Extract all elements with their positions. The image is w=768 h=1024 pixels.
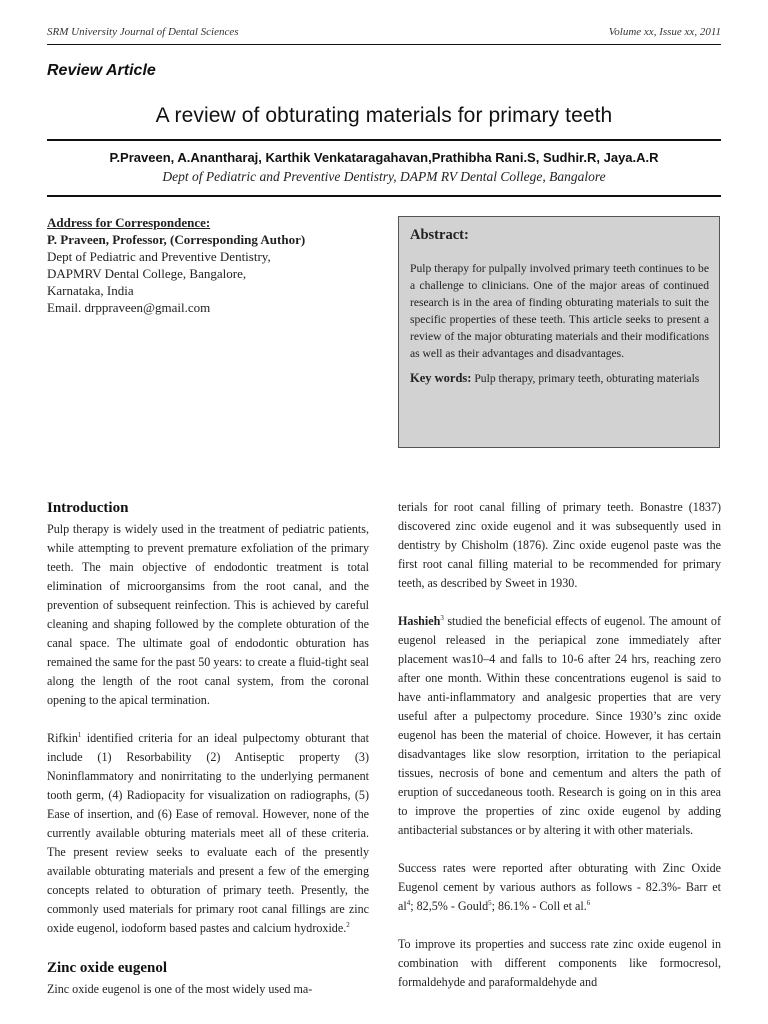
citation-ref: 1	[77, 730, 82, 739]
success-rates-paragraph	[398, 859, 721, 916]
zinc-oxide-eugenol-heading: Zinc oxide eugenol	[47, 960, 168, 976]
criteria-paragraph	[47, 729, 369, 938]
citation-ref: 2	[346, 920, 350, 929]
citation-ref: 4	[406, 898, 411, 907]
eugenol-effects-paragraph	[398, 612, 721, 840]
journal-name: SRM University Journal of Dental Sciences	[47, 26, 239, 38]
header-divider	[47, 44, 721, 45]
author-affiliation: Dept of Pediatric and Preventive Dentistry, DAPM RV Dental College, Bangalore	[162, 169, 606, 184]
criteria-text: identified criteria for an ideal pulpectomy obturant that include (1) Resorbability (2) Antiseptic property (3) Noninflammatory and nonirritating to the underlying permanent tooth germ, (4) Radiopacity for visualization on radiographs, (5) Ease of insertion, and (6) Ease of removal. However, none of the currently available obturing materials meet all of these criteria. The present review seeks to evaluate each of the presently available obturating materials and present a few of the emerging concepts related to obturation of primary teeth. Presently, the commonly used materials for primary root canal fillings are zinc oxide eugenol, iodoform based pastes and calcium hydroxide.	[47, 731, 369, 935]
success-rates-text: ; 86.1% - Coll et al.	[491, 899, 587, 913]
affiliation-divider	[47, 195, 721, 197]
address-line: Dept of Pediatric and Preventive Dentistry,	[47, 249, 271, 264]
intro-paragraph: Pulp therapy is widely used in the treatment of pediatric patients, while attempting to prevent premature exfoliation of the primary teeth. The main objective of endodontic treatment is total elimination of microorgansims from the root canal, and the prevention of subsequent reinfection. This is achieved by careful cleaning and shaping followed by the complete obturation of the canal space. The ultimate goal of endodontic obturation has remained the same for the past 50 years: to create a fluid-tight seal along the length of the root canal system, from the coronal opening to the apical termination.	[47, 522, 369, 707]
address-line: Karnataka, India	[47, 283, 134, 298]
eugenol-effects-text: studied the beneficial effects of eugenol. The amount of eugenol released in the periapical zone immediately after placement was10–4 and falls to 10-6 after 24 hrs, reaching zero after one month. Within these concentrations eugenol is said to have anti-inflammatory and analgesic properties that are very useful after a pulpectomy procedure. Since 1930’s zinc oxide eugenol has been the material of choice. However, it has certain disadvantages like slow resorption, irritation to the periapical tissues, necrosis of bone and cementum and alters the path of eruption of succedaneous tooth. Research is going on in this area to improve the properties of zinc oxide eugenol by adding antibacterial substances or by altering it with other materials.	[398, 614, 721, 837]
abstract-text: Pulp therapy for pulpally involved primary teeth continues to be a challenge to clinicians. One of the major areas of continued research is in the area of finding obturating materials to suit the specific properties of these teeth. This article seeks to present a review of the major obturating materials and their modifications as well as their advantages and disadvantages.	[410, 262, 709, 360]
abstract-box	[398, 216, 720, 448]
abstract-heading: Abstract:	[410, 227, 469, 243]
left-column	[47, 497, 369, 1005]
correspondence-heading: Address for Correspondence:	[47, 215, 211, 230]
introduction-heading: Introduction	[47, 500, 129, 516]
zoe-history-paragraph: terials for root canal filling of primary teeth. Bonastre (1837) discovered zinc oxide eugenol and it was subsequently used in dentistry by Chisholm (1876). Zinc oxide eugenol paste was the first root canal filling material to be recommended for primary teeth, as described by Sweet in 1930.	[398, 500, 721, 590]
citation-ref: 3	[440, 613, 444, 622]
title-divider	[47, 139, 721, 141]
article-type-label: Review Article	[47, 62, 156, 79]
correspondence-block	[47, 214, 377, 316]
corresponding-author: P. Praveen, Professor, (Corresponding Author)	[47, 232, 306, 247]
right-column	[398, 498, 721, 998]
author-hashieh: Hashieh	[398, 614, 441, 628]
article-title: A review of obturating materials for primary teeth	[155, 104, 613, 127]
zoe-paragraph-start: Zinc oxide eugenol is one of the most widely used ma-	[47, 982, 313, 996]
keywords-text: Pulp therapy, primary teeth, obturating materials	[474, 372, 700, 385]
keywords	[410, 370, 709, 387]
author-rifkin: Rifkin	[47, 731, 78, 745]
address-line: DAPMRV Dental College, Bangalore,	[47, 266, 247, 281]
keywords-label: Key words:	[410, 371, 472, 385]
volume-issue: Volume xx, Issue xx, 2011	[608, 26, 721, 38]
running-head	[47, 26, 721, 42]
email-line: Email. drppraveen@gmail.com	[47, 300, 211, 315]
citation-ref: 6	[586, 898, 591, 907]
success-rates-text: Success rates were reported after obturating with Zinc Oxide Eugenol cement by various authors as follows - 82.3%- Barr et al	[398, 861, 721, 913]
success-rates-text: ; 82,5% - Gould	[410, 899, 489, 913]
improvement-paragraph: To improve its properties and success rate zinc oxide eugenol in combination with different components like formocresol, formaldehyde and paraformaldehyde and	[398, 937, 721, 989]
citation-ref: 5	[488, 898, 492, 907]
author-list: P.Praveen, A.Anantharaj, Karthik Venkataragahavan,Prathibha Rani.S, Sudhir.R, Jaya.A.R	[109, 150, 659, 165]
